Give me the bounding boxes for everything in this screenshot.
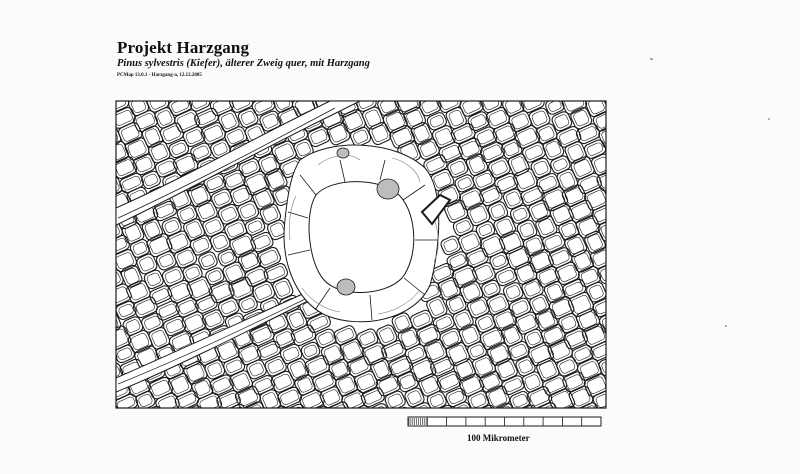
tracheid-lumen — [394, 409, 409, 423]
tracheid-lumen — [267, 408, 287, 424]
resin-droplet — [337, 279, 355, 295]
resin-droplet — [377, 179, 399, 199]
tracheid-cell — [93, 160, 118, 182]
tracheid-lumen — [309, 408, 329, 424]
paper-speck — [650, 58, 653, 60]
tracheid-cell — [92, 345, 118, 369]
tracheid-lumen — [185, 407, 203, 424]
paper-speck — [768, 118, 770, 120]
file-meta: PCMap 13.0.1 - Harzgang-a, 12.12.2005 — [117, 73, 202, 78]
tracheid-lumen — [97, 256, 113, 271]
paper-speck — [725, 325, 727, 327]
resin-droplet — [337, 148, 349, 158]
tracheid-lumen — [95, 349, 115, 366]
page-subtitle: Pinus sylvestris (Kiefer), älterer Zweig quer, mit Harzgang — [117, 58, 370, 69]
tracheid-lumen — [101, 407, 120, 425]
tracheid-lumen — [143, 408, 162, 424]
tracheid-lumen — [225, 406, 247, 426]
scale-bar — [408, 417, 601, 426]
scale-bar-label: 100 Mikrometer — [467, 433, 530, 443]
tracheid-lumen — [350, 407, 371, 425]
tracheid-cell — [94, 253, 116, 275]
page-title: Projekt Harzgang — [117, 38, 250, 57]
tracheid-lumen — [96, 163, 114, 178]
